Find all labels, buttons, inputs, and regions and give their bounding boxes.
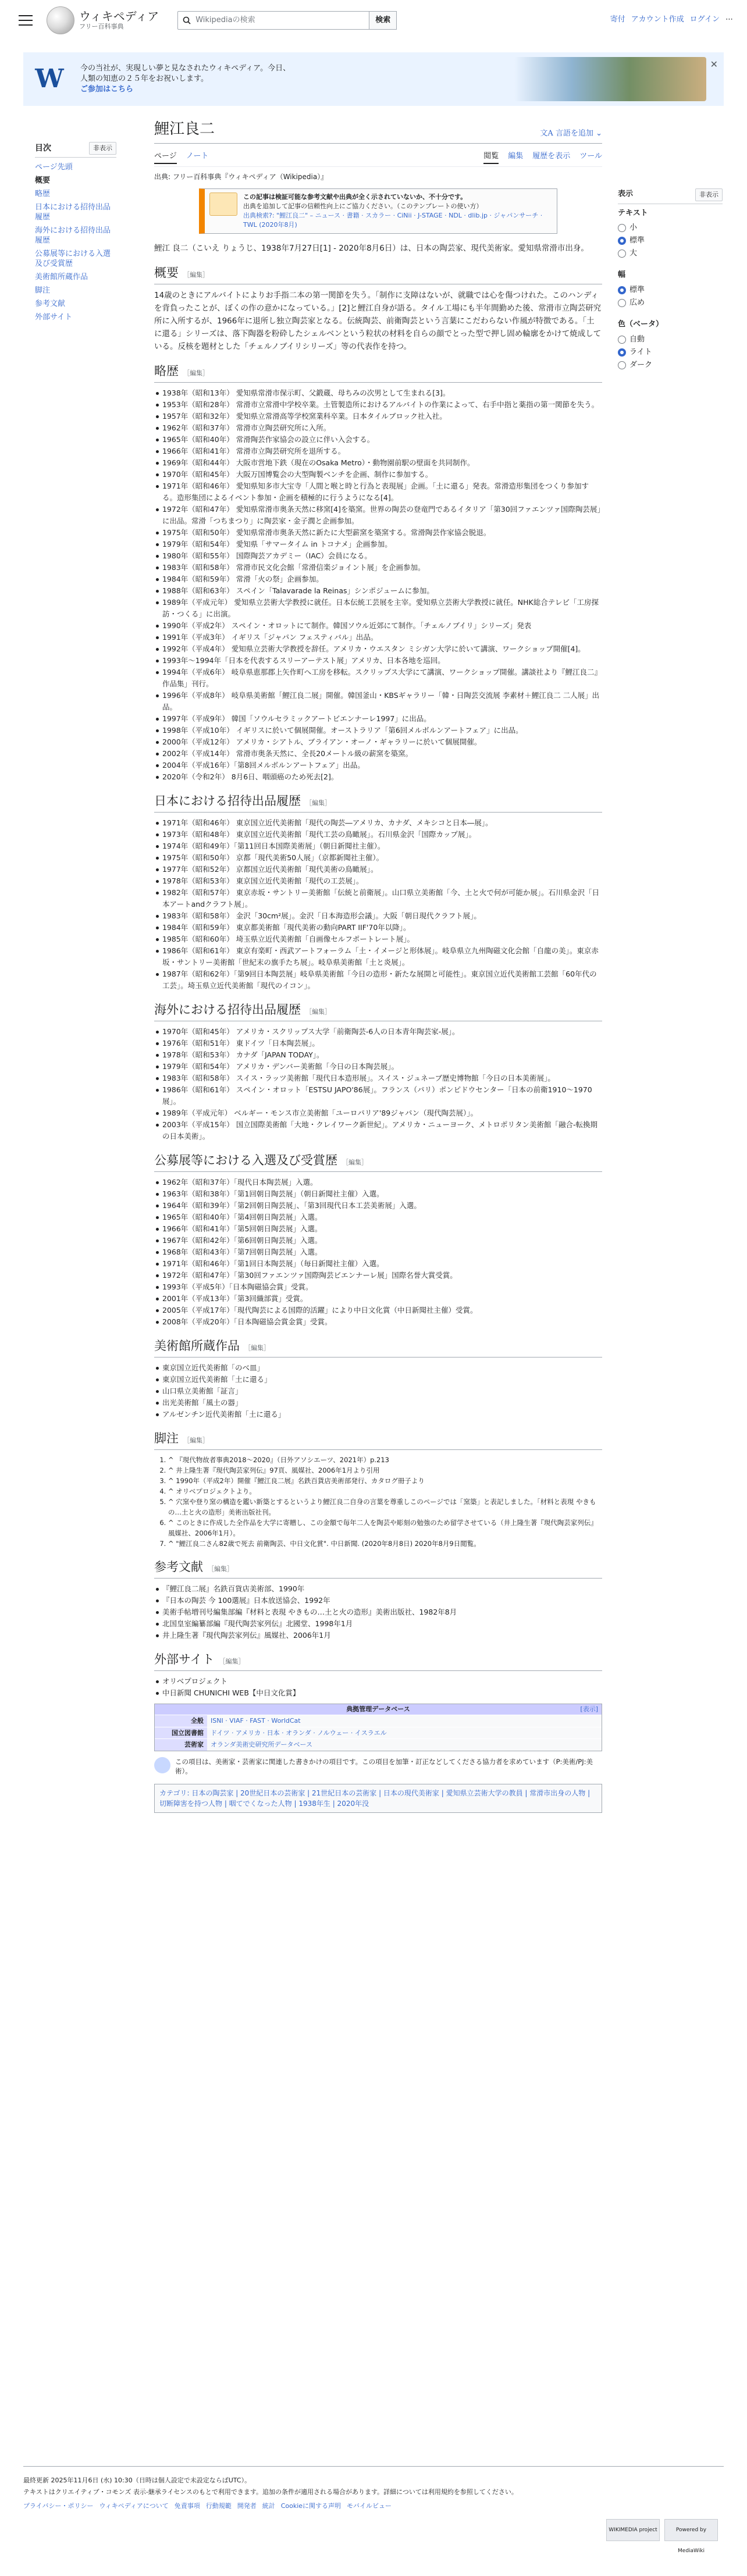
- toc-item[interactable]: 美術館所蔵作品: [35, 273, 88, 282]
- site-logo[interactable]: [47, 6, 159, 34]
- section-heading: 日本における招待出品履歴 ［編集］: [154, 792, 602, 813]
- color-light-option[interactable]: ライト: [618, 346, 723, 359]
- toc-item[interactable]: 脚注: [35, 286, 51, 295]
- award-item: 1963年（昭和38年）「第1回朝日陶芸展」（朝日新聞社主催）入選。: [154, 1188, 602, 1200]
- authority-value[interactable]: ドイツ · アメリカ · 日本 · オランダ · ノルウェー · イスラエル: [207, 1727, 602, 1739]
- edit-section-link[interactable]: ［編集］: [305, 799, 331, 807]
- history-item: 1984年（昭和59年） 常滑「火の祭」企画参加。: [154, 573, 602, 585]
- section-heading: 美術館所蔵作品 ［編集］: [154, 1337, 602, 1358]
- history-item: 1983年（昭和58年） 常滑市民文化会館「常滑信楽ジョイント展」を企画参加。: [154, 562, 602, 573]
- footer-link[interactable]: 免責事項: [174, 2502, 200, 2510]
- article-content: [154, 119, 602, 1813]
- create-account-link[interactable]: アカウント作成: [631, 15, 684, 24]
- award-item: 1968年（昭和43年）「第7回朝日陶芸展」入選。: [154, 1246, 602, 1258]
- footer-link[interactable]: 統計: [262, 2502, 275, 2510]
- authority-value[interactable]: オランダ美術史研究所データベース: [207, 1739, 602, 1751]
- tab-edit[interactable]: 編集: [508, 152, 524, 161]
- history-item: 1991年（平成3年） イギリス「ジャパン フェスティバル」出品。: [154, 632, 602, 643]
- lead-paragraph: 鯉江 良二（こいえ りょうじ、1938年7月27日[1] - 2020年8月6日）は、日本の陶芸家、現代美術家。愛知県常滑市出身。: [154, 243, 589, 253]
- toc-title: 目次: [35, 144, 51, 153]
- awards-list: [154, 1177, 602, 1328]
- footnote-item: 5. ^ 穴窯や登り窯の構造を鑑い新築とするというより鯉江良二自身の言葉を尊重しこのページでは「窯築」と表記しました。「材料と表現 やきもの…土と火の造形」美術出版社刊。: [168, 1497, 602, 1517]
- authority-control: [154, 1704, 602, 1751]
- history-item: 1988年（昭和63年） スペイン「Talavarade la Reinas」シンポジュームに参加。: [154, 585, 602, 597]
- history-item: 1962年（昭和37年） 常滑市立陶芸研究所に入所。: [154, 422, 602, 434]
- toc-item[interactable]: 略歴: [35, 190, 51, 199]
- width-group: [618, 269, 723, 309]
- edit-section-link[interactable]: ［編集］: [305, 1007, 331, 1016]
- toc-item[interactable]: 公募展等における入選及び受賞歴: [35, 250, 111, 269]
- user-links: [610, 14, 733, 26]
- award-item: 1964年（昭和39年）「第2回朝日陶芸展」、「第3回現代日本工芸美術展」入選。: [154, 1200, 602, 1212]
- book-icon: [209, 193, 237, 216]
- search-input[interactable]: [177, 11, 369, 30]
- tab-read[interactable]: 閲覧: [483, 151, 499, 164]
- award-item: 2005年（平成17年）「現代陶芸による国際的活躍」により中日文化賞（中日新聞社主催）受賞。: [154, 1305, 602, 1316]
- section-heading: 脚注 ［編集］: [154, 1430, 602, 1450]
- japan-exhibition-item: 1971年（昭和46年） 東京国立近代美術館「現代の陶芸―アメリカ、カナダ、メキシコと日本―展」。: [154, 817, 602, 829]
- history-item: 1993年〜1994年「日本を代表するスリーアーテスト展」アメリカ、日本各地を巡回。: [154, 655, 602, 667]
- external-link-item: 中日新聞 CHUNICHI WEB【中日文化賞】: [154, 1687, 602, 1699]
- edit-section-link[interactable]: ［編集］: [342, 1158, 368, 1166]
- footer-link[interactable]: 開発者: [237, 2502, 257, 2510]
- tab-talk[interactable]: ノート: [186, 152, 209, 161]
- add-language-button[interactable]: 文A 言語を追加 ⌄: [540, 129, 602, 138]
- maintenance-notice: [199, 188, 557, 234]
- history-item: 1966年（昭和41年） 常滑市立陶芸研究所を退所する。: [154, 446, 602, 457]
- japan-exhibition-item: 1986年（昭和61年） 東京有楽町・西武アートフォーラム「土・イメージと形体展」。岐阜県立九州陶磁文化会館「自龍の美」。東京赤坂・サントリー美術館「世紀末の旗手たち展」。岐阜県美術館「土と炎展」。: [154, 945, 602, 968]
- toc-item[interactable]: 日本における招待出品履歴: [35, 203, 111, 222]
- color-dark-option[interactable]: ダーク: [618, 359, 723, 372]
- site-header: [0, 0, 747, 41]
- history-item: 1979年（昭和54年） 愛知県「サマータイム in トコナメ」企画参加。: [154, 539, 602, 550]
- reference-item: 井上隆生著『現代陶芸家列伝』風媒社、2006年1月: [154, 1630, 602, 1641]
- overseas-exhibition-item: 1978年（昭和53年） カナダ「JAPAN TODAY」。: [154, 1049, 602, 1061]
- history-item: 2004年（平成16年）「第8回メルボルンアートフェア」出品。: [154, 760, 602, 771]
- history-item: 1953年（昭和28年） 常滑市立常滑中学校卒業。土管製造所におけるアルバイトの作業によって、右手中指と薬指の第一関節を失う。: [154, 399, 602, 411]
- history-item: 1996年（平成8年） 岐阜県美術館「鯉江良二展」開催。韓国釜山・KBSギャラリー「韓・日陶芸交流展 李素材＋鯉江良二 二人展」出品。: [154, 690, 602, 713]
- license-text: テキストはクリエイティブ・コモンズ 表示-継承ライセンスのもとで利用できます。追加の条件が適用される場合があります。詳細については利用規約を参照してください。: [23, 2488, 518, 2496]
- footer-link[interactable]: Cookieに関する声明: [280, 2502, 342, 2510]
- banner-logo: W: [35, 63, 64, 94]
- external-links-list: [154, 1676, 602, 1699]
- width-standard-option[interactable]: 標準: [618, 284, 723, 297]
- palette-icon: [154, 1757, 170, 1773]
- toc-hide-button[interactable]: 非表示: [89, 142, 116, 155]
- footnotes-list: [154, 1455, 602, 1549]
- banner-line-2: 人類の知恵の２５年をお祝いします。: [80, 74, 208, 83]
- external-link-item: オリベプロジェクト: [154, 1676, 602, 1687]
- section-heading: 参考文献 ［編集］: [154, 1558, 602, 1579]
- section-heading: 略歴 ［編集］: [154, 362, 602, 383]
- history-item: 1970年（昭和45年） 大阪万国博覧会の大型陶製ベンチを企画、制作に参加する。: [154, 469, 602, 480]
- authority-value[interactable]: ISNI · VIAF · FAST · WorldCat: [207, 1715, 602, 1727]
- appearance-hide-button[interactable]: 非表示: [695, 188, 723, 201]
- museum-item: 東京国立近代美術館「のべ皿」: [154, 1362, 602, 1374]
- history-item: 2002年（平成14年） 常滑市奥条天然に、全長20メートル級の薪窯を築窯。: [154, 748, 602, 760]
- appearance-panel: [618, 188, 723, 381]
- history-item: 1975年（昭和50年） 愛知県常滑市奥条天然に新たに大型薪窯を築窯する。常滑陶芸作家協会脱退。: [154, 527, 602, 539]
- japan-exhibitions-list: [154, 817, 602, 992]
- toc-item[interactable]: 概要: [35, 176, 51, 186]
- group-label: テキスト: [618, 208, 648, 218]
- overseas-exhibition-item: 1970年（昭和45年） アメリカ・スクリップス大学「前衛陶芸-6人の日本青年陶芸家-展」。: [154, 1026, 602, 1038]
- award-item: 1967年（昭和42年）「第6回朝日陶芸展」入選。: [154, 1235, 602, 1246]
- authority-key: 国立図書館: [155, 1727, 207, 1739]
- close-icon[interactable]: ✕: [710, 59, 718, 70]
- history-item: 1990年（平成2年） スペイン・オロットにて制作。韓国ソウル近郊にて制作。「チェルノブイリ」シリーズ」発表: [154, 620, 602, 632]
- search-form: [177, 11, 397, 30]
- award-item: 1972年（昭和47年）「第30回ファエンツァ国際陶芸ビエンナーレ展」国際名誉大賞受賞。: [154, 1270, 602, 1281]
- footnote-item: 4. ^ オリベプロジェクトより。: [168, 1486, 602, 1497]
- text-large-option[interactable]: 大: [618, 247, 723, 260]
- footnote-item: 7. ^ "鯉江良二さん82歳で死去 前衛陶芸、中日文化賞". 中日新聞. (2020年8月8日) 2020年8月9日閲覧。: [168, 1538, 602, 1549]
- overview-paragraph: 14歳のときにアルバイトによりお手指二本の第一関節を失う。「制作に支障はないが、就職では心を傷つけれた。このハンディを背負ったことが、ぼくの作の意かになっている。」[2]と鯉江自身が語る。タイル工場にも半年間勤めた後、常滑市立陶芸研究所に入所するが、1966年に退所し独立陶芸家となる。伝統陶芸、前衛陶芸という言葉にこだわらない作風が特徴である。「土に還る」シリーズは、落下陶器を粉砕したシェルベンという粒状の材料を自らの顔でとった型で押し固め輪廓をかけて焼成している。反核を題材とした「チェルノブイリシリーズ」等の代表作を持つ。: [154, 290, 602, 351]
- footnote-item: 2. ^ 井上隆生著『現代陶芸家列伝』97頁、風媒社、2006年1月より引用: [168, 1465, 602, 1476]
- category-links[interactable]: カテゴリ: 日本の陶芸家 | 20世紀日本の芸術家 | 21世紀日本の芸術家 | 日本の現代美術家 | 愛知県立芸術大学の教員 | 常滑市出身の人物 | 切断障害を持つ人物 | 咽てでくなった人物 | 1938年生 | 2020年没: [154, 1784, 602, 1813]
- museum-item: 東京国立近代美術館「土に還る」: [154, 1374, 602, 1385]
- overseas-exhibition-item: 1976年（昭和51年） 東ドイツ「日本陶芸展」。: [154, 1038, 602, 1049]
- edit-section-link[interactable]: ［編集］: [244, 1344, 270, 1352]
- japan-exhibition-item: 1985年（昭和60年） 埼玉県立近代美術館「自画像セルフポートレート展」。: [154, 934, 602, 945]
- history-list: [154, 387, 602, 783]
- overseas-exhibition-item: 1979年（昭和54年） アメリカ・デンバー美術館「今日の日本陶芸展」。: [154, 1061, 602, 1073]
- authority-key: 全般: [155, 1715, 207, 1727]
- history-item: 2020年（令和2年） 8月6日、咽頭癌のため死去[2]。: [154, 771, 602, 783]
- japan-exhibition-item: 1975年（昭和50年） 京都「現代美術50人展」（京都新聞社主催）。: [154, 852, 602, 864]
- footer-link[interactable]: 行動規範: [205, 2502, 232, 2510]
- japan-exhibition-item: 1973年（昭和48年） 東京国立近代美術館「現代工芸の鳥瞰展」。石川県金沢「国際カップ展」。: [154, 829, 602, 840]
- page-tabs: [154, 151, 602, 167]
- last-modified: 最終更新 2025年11月6日 (水) 10:30（日時は個人設定で未設定ならばUTC）。: [23, 2477, 251, 2484]
- japan-exhibition-item: 1977年（昭和52年） 京都国立近代美術館「現代美術の鳥瞰展」。: [154, 864, 602, 875]
- overseas-exhibition-item: 1983年（昭和58年） スイス・ラッツ美術館「現代日本造形展」。スイス・ジュネーブ歴史博物館「今日の日本美術展」。: [154, 1073, 602, 1084]
- award-item: 2008年（平成20年）「日本陶磁協会賞金賞」受賞。: [154, 1316, 602, 1328]
- source-line: 出典: フリー百科事典『ウィキペディア（Wikipedia）』: [154, 172, 328, 181]
- footnote-item: 6. ^ このときに作成した全作品を大学に寄贈し、この金額で毎年二人を陶芸や彫刻の勉強のため留学させている（井上隆生著『現代陶芸家列伝』風媒社、2006年1月）。: [168, 1517, 602, 1538]
- mediawiki-badge[interactable]: Powered by MediaWiki: [664, 2519, 718, 2541]
- history-item: 1957年（昭和32年） 愛知県立常滑高等学校窯業科卒業。日本タイルブロック社入社。: [154, 411, 602, 422]
- banner-line-1: 今の当社が、実現しい夢と見なされたウィキペディア。今日、: [80, 64, 291, 73]
- museum-collections-list: [154, 1362, 602, 1420]
- banner-image: [514, 57, 706, 101]
- footer-link[interactable]: モバイルビュー: [347, 2502, 392, 2510]
- site-title: ウィキペディア: [79, 9, 159, 23]
- authority-toggle[interactable]: [表示]: [580, 1705, 598, 1713]
- tab-history[interactable]: 履歴を表示: [532, 152, 571, 161]
- award-item: 2001年（平成13年）「第3回織部賞」受賞。: [154, 1293, 602, 1305]
- main-menu-icon[interactable]: [19, 15, 33, 26]
- history-item: 1969年（昭和44年） 大阪市営地下鉄（現在のOsaka Metro）・動物園前駅の壁面を共同制作。: [154, 457, 602, 469]
- history-item: 1938年（昭和13年） 愛知県常滑市保示町、父鍛蔵、母ちみの次男として生まれる[3]。: [154, 387, 602, 399]
- history-item: 2000年（平成12年） アメリカ・シアトル、ブライアン・オーノ・ギャラリーに於いて個展開催。: [154, 736, 602, 748]
- site-subtitle: フリー百科事典: [79, 23, 124, 30]
- section-heading: 海外における招待出品履歴 ［編集］: [154, 1001, 602, 1021]
- award-item: 1966年（昭和41年）「第5回朝日陶芸展」入選。: [154, 1223, 602, 1235]
- toc-item[interactable]: 外部サイト: [35, 313, 73, 322]
- wikipedia-globe-icon: [47, 6, 74, 34]
- authority-title: 典拠管理データベース: [346, 1705, 410, 1713]
- japan-exhibition-item: 1978年（昭和53年） 東京国立近代美術館「現代の工芸展」。: [154, 875, 602, 887]
- search-button[interactable]: 検索: [369, 11, 397, 30]
- search-placeholder: Wikipediaの検索: [195, 15, 255, 24]
- history-item: 1965年（昭和40年） 常滑陶芸作家協会の設立に伴い入会する。: [154, 434, 602, 446]
- japan-exhibition-item: 1987年（昭和62年）「第9回日本陶芸展」岐阜県美術館「今日の造形・新たな展開と可能性」。東京国立近代美術館工芸館「60年代の工芸」。埼玉県立近代美術館「現代のイコン」。: [154, 968, 602, 992]
- group-label: 幅: [618, 270, 626, 280]
- history-item: 1997年（平成9年） 韓国「ソウルセラミックアートビエンナーレ1997」に出品。: [154, 713, 602, 725]
- reference-item: 『日本の陶芸 今 100選展』日本放送協会、1992年: [154, 1595, 602, 1606]
- toc-item[interactable]: 参考文献: [35, 300, 66, 309]
- text-standard-option[interactable]: 標準: [618, 234, 723, 247]
- group-label: 色（ベータ）: [618, 320, 664, 329]
- notice-line-1: この記事は検証可能な参考文献や出典が全く示されていないか、不十分です。: [243, 193, 467, 201]
- award-item: 1993年（平成5年）「日本陶磁協会賞」受賞。: [154, 1281, 602, 1293]
- award-item: 1971年（昭和46年）「第1回日本陶芸展」（毎日新聞社主催）入選。: [154, 1258, 602, 1270]
- museum-item: 出光美術館「風土の器」: [154, 1397, 602, 1409]
- footnote-item: 3. ^ 1990年（平成2年）開催『鯉江良二展』名鉄百貨店美術部発行、カタログ冊子より: [168, 1476, 602, 1486]
- stub-notice: この項目は、美術家・芸術家に関連した書きかけの項目です。この項目を加筆・訂正などしてくださる協力者を求めています（P:美術/PJ:美術）。: [154, 1755, 602, 1778]
- page-title: 鯉江良二 文A 言語を追加 ⌄: [154, 119, 602, 144]
- museum-item: 山口県立美術館「証言」: [154, 1385, 602, 1397]
- japan-exhibition-item: 1974年（昭和49年）「第11回日本国際美術展」（朝日新聞社主催）。: [154, 840, 602, 852]
- award-item: 1965年（昭和40年）「第4回朝日陶芸展」入選。: [154, 1212, 602, 1223]
- fundraising-banner: [23, 52, 724, 106]
- edit-section-link[interactable]: ［編集］: [219, 1657, 245, 1665]
- section-heading: 公募展等における入選及び受賞歴 ［編集］: [154, 1152, 602, 1172]
- tab-page[interactable]: ページ: [154, 151, 177, 164]
- history-item: 1998年（平成10年） イギリスに於いて個展開催。オーストラリア「第6回メルボルンアートフェア」に出品。: [154, 725, 602, 736]
- section-heading: 外部サイト ［編集］: [154, 1651, 602, 1671]
- edit-section-link[interactable]: ［編集］: [208, 1565, 233, 1573]
- authority-key: 芸術家: [155, 1739, 207, 1751]
- edit-section-link[interactable]: ［編集］: [183, 1436, 209, 1444]
- toc-item[interactable]: 海外における招待出品履歴: [35, 226, 111, 245]
- overseas-exhibition-item: 2003年（平成15年） 国立国際美術館「大地・クレイワーク新世紀」。アメリカ・ニューヨーク、メトロポリタン美術館「融合-転換期の日本美術」。: [154, 1119, 602, 1142]
- color-group: [618, 319, 723, 372]
- tab-tools[interactable]: ツール: [579, 152, 602, 161]
- banner-cta-link[interactable]: ご参加はこちら: [80, 85, 134, 94]
- toc-item[interactable]: ページ先頭: [35, 163, 73, 172]
- award-item: 1962年（昭和37年）「現代日本陶芸展」入選。: [154, 1177, 602, 1188]
- text-size-group: [618, 208, 723, 261]
- table-of-contents: [35, 142, 116, 326]
- references-list: [154, 1583, 602, 1641]
- reference-item: 北国皇室編纂部編『現代陶芸家列伝』北國堂、1998年1月: [154, 1618, 602, 1630]
- japan-exhibition-item: 1982年（昭和57年） 東京赤坂・サントリー美術館「伝統と前衛展」。山口県立美術館「今、土と火で何が可能か展」。石川県金沢「日本アートandクラフト展」。: [154, 887, 602, 910]
- edit-section-link[interactable]: ［編集］: [183, 369, 209, 377]
- footer-link[interactable]: ウィキペディアについて: [99, 2502, 169, 2510]
- history-item: 1971年（昭和46年） 愛知県知多市大宝寺「人間と喉と時と行為と表現展」企画。「土に還る」発表。常滑造形集団をつくり参加する。造形集団によるイベント参加・企画を積極的に行うようになる[4]。: [154, 480, 602, 504]
- search-icon: [183, 16, 191, 24]
- text-small-option[interactable]: 小: [618, 222, 723, 234]
- reference-item: 『鯉江良二展』名鉄百貨店美術部、1990年: [154, 1583, 602, 1595]
- more-options-icon[interactable]: ⋯: [725, 15, 733, 24]
- overseas-exhibition-item: 1986年（昭和61年） スペイン・オロット「ESTSU JAPO'86展」。フランス（パリ）ポンピドウセンター「日本の前衛1910〜1970展」。: [154, 1084, 602, 1107]
- history-item: 1989年（平成元年） 愛知県立芸術大学教授に就任。日本伝統工芸展を主宰。愛知県立芸術大学教授に就任。NHK総合テレビ「工房探訪・つくる」に出演。: [154, 597, 602, 620]
- wikimedia-badge[interactable]: WIKIMEDIA project: [606, 2519, 660, 2541]
- reference-item: 美術手帖増刊号編集部編『材料と表現 やきもの…土と火の造形』美術出版社、1982年8月: [154, 1606, 602, 1618]
- overseas-exhibition-item: 1989年（平成元年） ベルギー・モンス市立美術館「ユーロパリア'89ジャパン（現代陶芸展）」。: [154, 1107, 602, 1119]
- color-auto-option[interactable]: 自動: [618, 333, 723, 346]
- history-item: 1994年（平成6年） 岐阜県恵那郡上矢作町へ工房を移転。スクリップス大学にて講演、ワークショップ開催。講談社より『鯉江良二』作品集」刊行。: [154, 667, 602, 690]
- museum-item: アルゼンチン近代美術館「土に還る」: [154, 1409, 602, 1420]
- japan-exhibition-item: 1984年（昭和59年） 東京都美術館「現代美術の動向PART IIF'70年以降」。: [154, 922, 602, 934]
- width-wide-option[interactable]: 広め: [618, 297, 723, 309]
- login-link[interactable]: ログイン: [689, 15, 720, 24]
- footnote-item: 1. ^ 『現代物故者事典2018〜2020』（日外アソシエーツ、2021年）p.213: [168, 1455, 602, 1465]
- donate-link[interactable]: 寄付: [610, 15, 625, 24]
- notice-line-2[interactable]: 出典を追加して記事の信頼性向上にご協力ください。（このテンプレートの使い方）: [243, 202, 483, 210]
- appearance-title: 表示: [618, 190, 634, 198]
- history-item: 1980年（昭和55年） 国際陶芸アカデミー（IAC）会員になる。: [154, 550, 602, 562]
- section-heading: 概要 ［編集］: [154, 264, 602, 284]
- page-footer: [23, 2466, 724, 2554]
- history-item: 1972年（昭和47年） 愛知県常滑市奥条天然に移窯[4]を築窯。世界の陶芸の登竜門であるイタリア「第30回ファエンツァ国際陶芸展」に出品。常滑「つちまつり」に陶芸家・金子潤と企画参加。: [154, 504, 602, 527]
- overseas-exhibitions-list: [154, 1026, 602, 1142]
- edit-section-link[interactable]: ［編集］: [183, 270, 209, 279]
- notice-line-3[interactable]: 出典検索?: "鯉江良二" – ニュース · 書籍 · スカラー · CiNii · J-STAGE · NDL · dlib.jp · ジャパンサーチ · TWL (2020年8月): [243, 211, 543, 229]
- history-item: 1992年（平成4年） 愛知県立芸術大学教授を辞任。アメリカ・ウエスタン ミシガン大学に於いて講演、ワークショップ開催[4]。: [154, 643, 602, 655]
- japan-exhibition-item: 1983年（昭和58年） 金沢「30cm²展」。金沢「日本海造形会議」。大阪「朝日現代クラフト展」。: [154, 910, 602, 922]
- footer-link[interactable]: プライバシー・ポリシー: [23, 2502, 94, 2510]
